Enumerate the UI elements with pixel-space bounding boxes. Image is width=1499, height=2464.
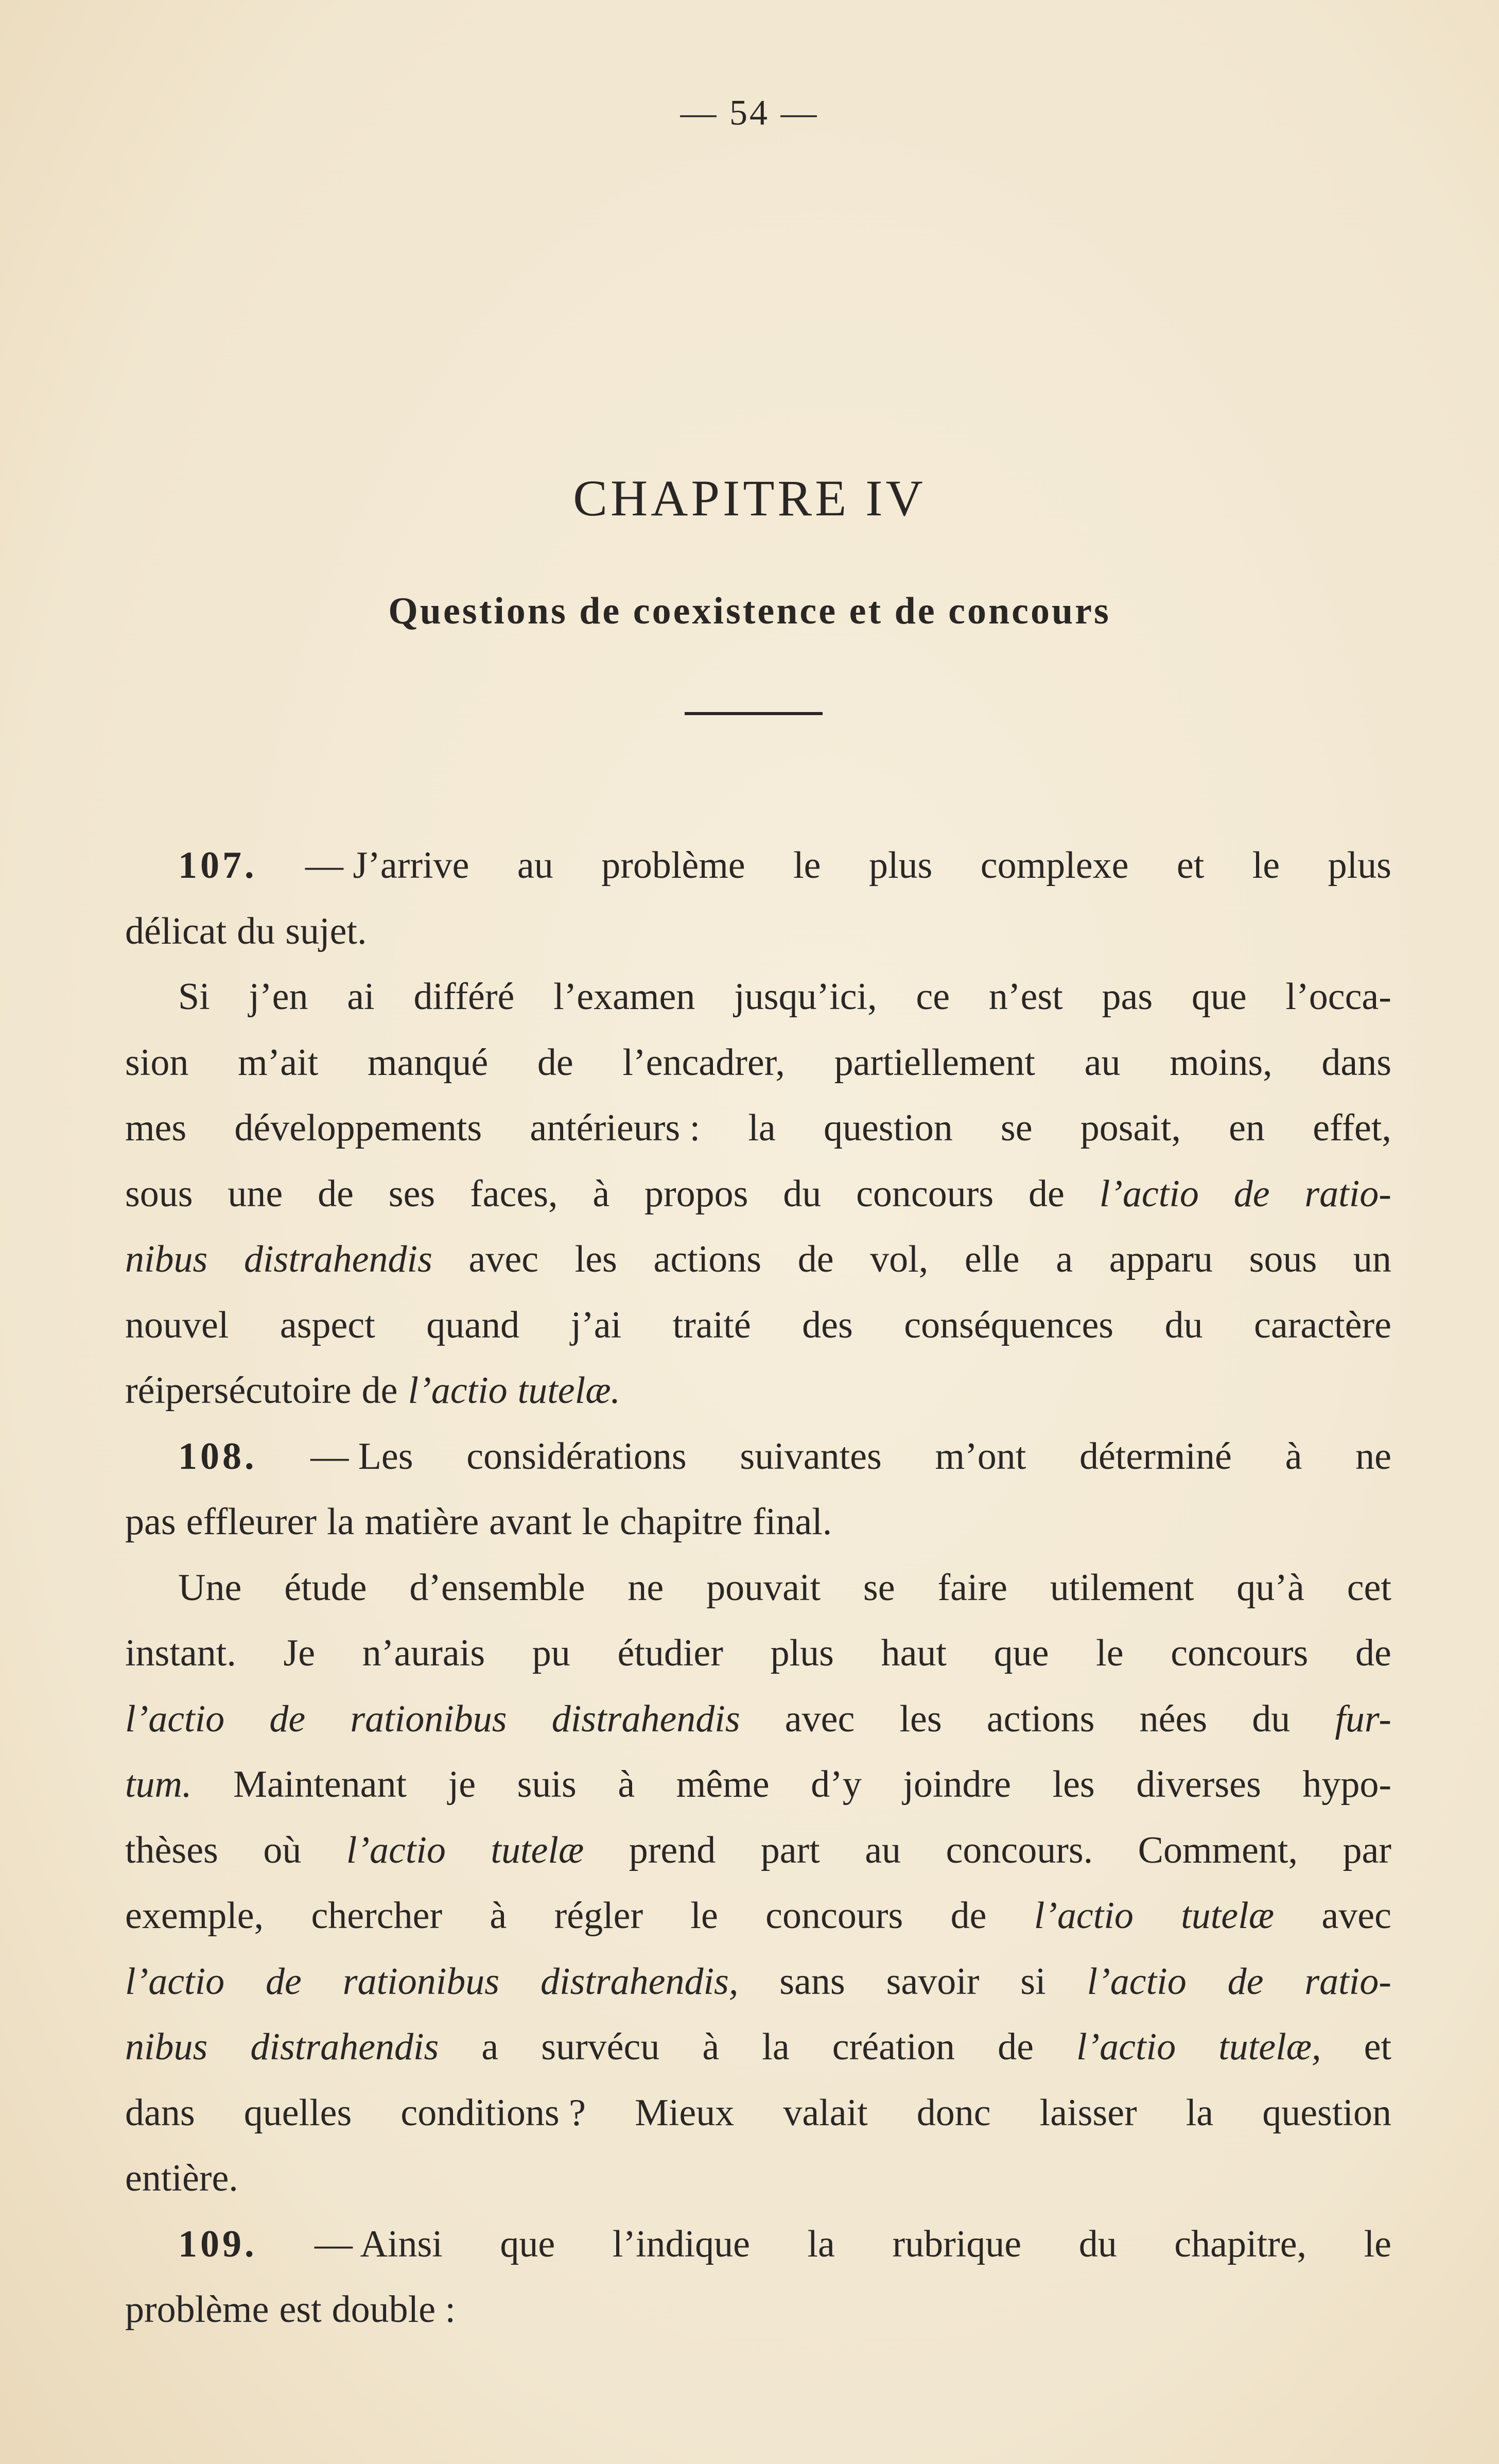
text-word: nibus xyxy=(125,1238,208,1280)
text-word: l’actio xyxy=(346,1829,446,1871)
text-word: ai xyxy=(347,976,375,1018)
text-word: l’actio xyxy=(1076,2026,1176,2068)
text-word: à xyxy=(618,1763,635,1806)
paragraph-number: 109. xyxy=(178,2223,257,2265)
text-word: tum. xyxy=(125,1763,192,1806)
text-word: conditions ? xyxy=(400,2091,586,2134)
text-word: l’indique xyxy=(612,2223,750,2265)
text-word: faire xyxy=(937,1566,1008,1609)
text-word: — Ainsi xyxy=(315,2223,443,2265)
text-word: un xyxy=(1353,1238,1391,1280)
text-word: entière. xyxy=(125,2157,238,2199)
text-word: étudier xyxy=(617,1632,723,1674)
text-word: de xyxy=(998,2026,1034,2068)
text-word: — Les xyxy=(310,1435,413,1478)
text-word: de xyxy=(269,1697,306,1740)
text-word: quelles xyxy=(243,2091,352,2134)
text-word: la xyxy=(762,2026,790,2068)
text-word: que xyxy=(500,2223,555,2265)
text-line xyxy=(125,964,1391,1030)
text-line xyxy=(125,1752,1391,1818)
text-word: chapitre, xyxy=(1174,2223,1307,2265)
text-word: se xyxy=(863,1566,895,1609)
text-word: antérieurs : xyxy=(530,1107,701,1149)
text-line xyxy=(125,833,1391,899)
text-word: des xyxy=(802,1304,853,1346)
text-word: pas xyxy=(1102,976,1153,1018)
text-word: sion xyxy=(125,1041,189,1084)
text-line xyxy=(125,1621,1391,1687)
text-word: au xyxy=(1084,1041,1121,1084)
text-word: Comment, xyxy=(1138,1829,1298,1871)
text-word: considérations xyxy=(466,1435,687,1478)
text-word: rationibus xyxy=(350,1697,507,1740)
text-word: du xyxy=(237,910,275,952)
text-word: thèses xyxy=(125,1829,218,1871)
text-line xyxy=(125,1227,1391,1293)
text-word: faces, xyxy=(470,1172,558,1215)
text-word: le xyxy=(1096,1632,1124,1674)
text-word: en xyxy=(1229,1107,1265,1149)
text-line xyxy=(125,1883,1391,1949)
text-word: distrahendis, xyxy=(540,1960,739,2003)
text-word: où xyxy=(263,1829,302,1871)
text-word: ratio- xyxy=(1304,1960,1391,2003)
text-word: conséquences xyxy=(904,1304,1114,1346)
text-word: ses xyxy=(388,1172,435,1215)
body-text xyxy=(125,833,1391,2343)
text-word: Je xyxy=(283,1632,316,1674)
text-line xyxy=(125,1687,1391,1752)
text-line xyxy=(125,2015,1391,2080)
text-word: à xyxy=(490,1895,507,1937)
paragraph-number: 108. xyxy=(178,1435,257,1478)
text-word: si xyxy=(1020,1960,1046,2003)
text-word: concours xyxy=(856,1172,994,1215)
text-word: donc xyxy=(916,2091,991,2134)
text-word: le xyxy=(690,1895,718,1937)
text-word: se xyxy=(1000,1107,1033,1149)
text-word: ne xyxy=(1355,1435,1391,1478)
text-word: effleurer xyxy=(186,1501,317,1543)
text-word: hypo- xyxy=(1302,1763,1391,1806)
text-word: est xyxy=(279,2288,322,2331)
text-word: la xyxy=(1186,2091,1214,2134)
text-word: utilement xyxy=(1050,1566,1194,1609)
text-word: prend xyxy=(629,1829,716,1871)
text-word: nées xyxy=(1139,1697,1208,1740)
text-word: suis xyxy=(517,1763,577,1806)
text-word: une xyxy=(228,1172,283,1215)
text-word: final. xyxy=(753,1501,832,1543)
text-word: caractère xyxy=(1254,1304,1391,1346)
text-word: savoir xyxy=(886,1960,980,2003)
text-word: ne xyxy=(628,1566,664,1609)
text-word: rubrique xyxy=(892,2223,1022,2265)
text-word: les xyxy=(574,1238,617,1280)
text-word: Maintenant xyxy=(233,1763,407,1806)
text-word: sans xyxy=(779,1960,845,2003)
text-word: concours xyxy=(765,1895,903,1937)
text-word: a xyxy=(481,2026,499,2068)
text-word: la xyxy=(326,1501,355,1543)
text-word: du xyxy=(783,1172,822,1215)
text-word: à xyxy=(592,1172,610,1215)
text-word: jusqu’ici, xyxy=(734,976,877,1018)
text-word: le xyxy=(1364,2223,1391,2265)
text-word: le xyxy=(793,844,821,887)
text-word: de xyxy=(1233,1172,1270,1215)
text-line xyxy=(125,899,1391,965)
text-word: problème xyxy=(601,844,745,887)
text-line xyxy=(125,1424,1391,1490)
text-word: l’examen xyxy=(553,976,695,1018)
text-word: n’aurais xyxy=(362,1632,485,1674)
text-word: sujet. xyxy=(285,910,367,952)
text-word: ratio- xyxy=(1304,1172,1391,1215)
text-line xyxy=(125,1030,1391,1096)
text-word: le xyxy=(582,1501,609,1543)
text-word: de xyxy=(318,1172,354,1215)
text-word: apparu xyxy=(1109,1238,1213,1280)
text-word: j’en xyxy=(249,976,308,1018)
text-word: problème xyxy=(125,2288,269,2331)
text-word: dans xyxy=(1321,1041,1391,1084)
text-word: avec xyxy=(468,1238,539,1280)
text-line xyxy=(125,2277,1391,2343)
text-word: et xyxy=(1364,2026,1391,2068)
text-word: concours. xyxy=(946,1829,1093,1871)
text-word: développements xyxy=(234,1107,482,1149)
text-word: de xyxy=(797,1238,834,1280)
text-word: quand xyxy=(426,1304,520,1346)
text-word: plus xyxy=(868,844,933,887)
text-word: double : xyxy=(332,2288,456,2331)
text-word: effet, xyxy=(1313,1107,1391,1149)
text-word: plus xyxy=(770,1632,834,1674)
text-word: avant xyxy=(489,1501,572,1543)
text-word: matière xyxy=(364,1501,479,1543)
text-word: tutelæ xyxy=(491,1829,584,1871)
text-word: actions xyxy=(653,1238,762,1280)
text-word: instant. xyxy=(125,1632,236,1674)
text-word: par xyxy=(1343,1829,1391,1871)
text-word: je xyxy=(448,1763,476,1806)
text-word: l’occa- xyxy=(1285,976,1391,1018)
text-word: Mieux xyxy=(635,2091,735,2134)
text-word: la xyxy=(748,1107,776,1149)
text-word: qu’à xyxy=(1236,1566,1304,1609)
text-word: de xyxy=(266,1960,302,2003)
text-word: à xyxy=(702,2026,720,2068)
text-word: n’est xyxy=(988,976,1063,1018)
text-word: elle xyxy=(964,1238,1020,1280)
text-word: l’actio xyxy=(1034,1895,1134,1937)
text-word: l’actio xyxy=(125,1960,225,2003)
text-word: avec xyxy=(785,1697,855,1740)
text-word: j’ai xyxy=(570,1304,622,1346)
text-word: valait xyxy=(783,2091,868,2134)
text-line xyxy=(125,2212,1391,2278)
text-word: suivantes xyxy=(740,1435,882,1478)
text-word: question xyxy=(823,1107,953,1149)
text-word: étude xyxy=(284,1566,367,1609)
text-word: mes xyxy=(125,1107,187,1149)
text-word: a xyxy=(1056,1238,1073,1280)
text-line xyxy=(125,1096,1391,1161)
text-word: nouvel xyxy=(125,1304,229,1346)
text-word: chercher xyxy=(311,1895,443,1937)
text-word: manqué xyxy=(367,1041,489,1084)
text-word: création xyxy=(832,2026,955,2068)
text-word: au xyxy=(517,844,553,887)
text-word: fur- xyxy=(1335,1697,1391,1740)
text-word: sous xyxy=(125,1172,193,1215)
text-word: laisser xyxy=(1039,2091,1137,2134)
text-word: Si xyxy=(178,976,210,1018)
text-word: le xyxy=(1252,844,1280,887)
text-word: posait, xyxy=(1080,1107,1181,1149)
text-word: dans xyxy=(125,2091,195,2134)
text-word: diverses xyxy=(1136,1763,1261,1806)
text-word: et xyxy=(1176,844,1205,887)
text-word: distrahendis xyxy=(250,2026,439,2068)
text-word: les xyxy=(1052,1763,1095,1806)
title-divider xyxy=(685,712,823,715)
chapter-subtitle: Questions de coexistence et de concours xyxy=(388,590,1111,632)
text-word: du xyxy=(1078,2223,1117,2265)
text-word: de xyxy=(537,1041,573,1084)
text-word: joindre xyxy=(903,1763,1011,1806)
text-word: moins, xyxy=(1170,1041,1273,1084)
text-word: tutelæ xyxy=(1181,1895,1275,1937)
text-word: m’ont xyxy=(935,1435,1026,1478)
text-line xyxy=(125,1489,1391,1555)
text-word: réipersécutoire xyxy=(125,1369,352,1412)
text-word: de xyxy=(950,1895,987,1937)
text-word: du xyxy=(1252,1697,1291,1740)
text-line xyxy=(125,2146,1391,2212)
text-line xyxy=(125,1293,1391,1359)
text-word: déterminé xyxy=(1079,1435,1232,1478)
text-line xyxy=(125,1358,1391,1424)
text-line xyxy=(125,2080,1391,2146)
text-word: de xyxy=(1355,1632,1391,1674)
text-word: sous xyxy=(1249,1238,1317,1280)
text-line xyxy=(125,1161,1391,1227)
text-word: part xyxy=(760,1829,820,1871)
text-word: l’actio xyxy=(125,1697,225,1740)
text-word: survécu xyxy=(541,2026,660,2068)
text-word: distrahendis xyxy=(243,1238,432,1280)
text-word: aspect xyxy=(280,1304,375,1346)
text-word: l’actio xyxy=(1099,1172,1199,1215)
text-word: de xyxy=(1029,1172,1065,1215)
text-word: l’encadrer, xyxy=(622,1041,785,1084)
text-word: traité xyxy=(672,1304,751,1346)
text-word: l’actio xyxy=(408,1369,508,1412)
text-word: de xyxy=(1227,1960,1264,2003)
text-word: propos xyxy=(644,1172,748,1215)
text-word: Une xyxy=(178,1566,242,1609)
text-word: cet xyxy=(1347,1566,1391,1609)
text-word: délicat xyxy=(125,910,227,952)
text-word: — J’arrive xyxy=(305,844,469,887)
text-word: partiellement xyxy=(834,1041,1035,1084)
text-word: exemple, xyxy=(125,1895,264,1937)
text-word: rationibus xyxy=(342,1960,500,2003)
text-word: m’ait xyxy=(238,1041,319,1084)
text-word: complexe xyxy=(980,844,1129,887)
text-word: pouvait xyxy=(706,1566,821,1609)
text-word: que xyxy=(993,1632,1049,1674)
text-line xyxy=(125,1818,1391,1884)
text-word: même xyxy=(676,1763,770,1806)
text-word: d’y xyxy=(811,1763,862,1806)
text-line xyxy=(125,1555,1391,1621)
text-word: l’actio xyxy=(1087,1960,1187,2003)
text-word: à xyxy=(1285,1435,1302,1478)
text-word: les xyxy=(899,1697,942,1740)
text-line xyxy=(125,1949,1391,2015)
text-word: d’ensemble xyxy=(409,1566,585,1609)
text-word: avec xyxy=(1321,1895,1391,1937)
page-number: — 54 — xyxy=(680,93,819,133)
text-word: haut xyxy=(881,1632,947,1674)
text-word: la xyxy=(807,2223,835,2265)
text-word: distrahendis xyxy=(551,1697,740,1740)
text-word: que xyxy=(1191,976,1247,1018)
text-word: nibus xyxy=(125,2026,208,2068)
text-word: ce xyxy=(916,976,950,1018)
text-word: du xyxy=(1164,1304,1203,1346)
text-word: au xyxy=(865,1829,901,1871)
text-word: plus xyxy=(1328,844,1391,887)
text-word: de xyxy=(361,1369,398,1412)
text-word: vol, xyxy=(870,1238,929,1280)
text-word: pu xyxy=(532,1632,570,1674)
text-word: différé xyxy=(413,976,515,1018)
text-word: question xyxy=(1262,2091,1391,2134)
text-word: tutelæ, xyxy=(1218,2026,1321,2068)
text-word: concours xyxy=(1171,1632,1309,1674)
text-word: pas xyxy=(125,1501,176,1543)
text-word: régler xyxy=(554,1895,643,1937)
chapter-title: CHAPITRE IV xyxy=(573,470,926,527)
text-word: tutelæ. xyxy=(517,1369,621,1412)
text-word: actions xyxy=(986,1697,1095,1740)
text-word: chapitre xyxy=(619,1501,743,1543)
paragraph-number: 107. xyxy=(178,844,257,887)
